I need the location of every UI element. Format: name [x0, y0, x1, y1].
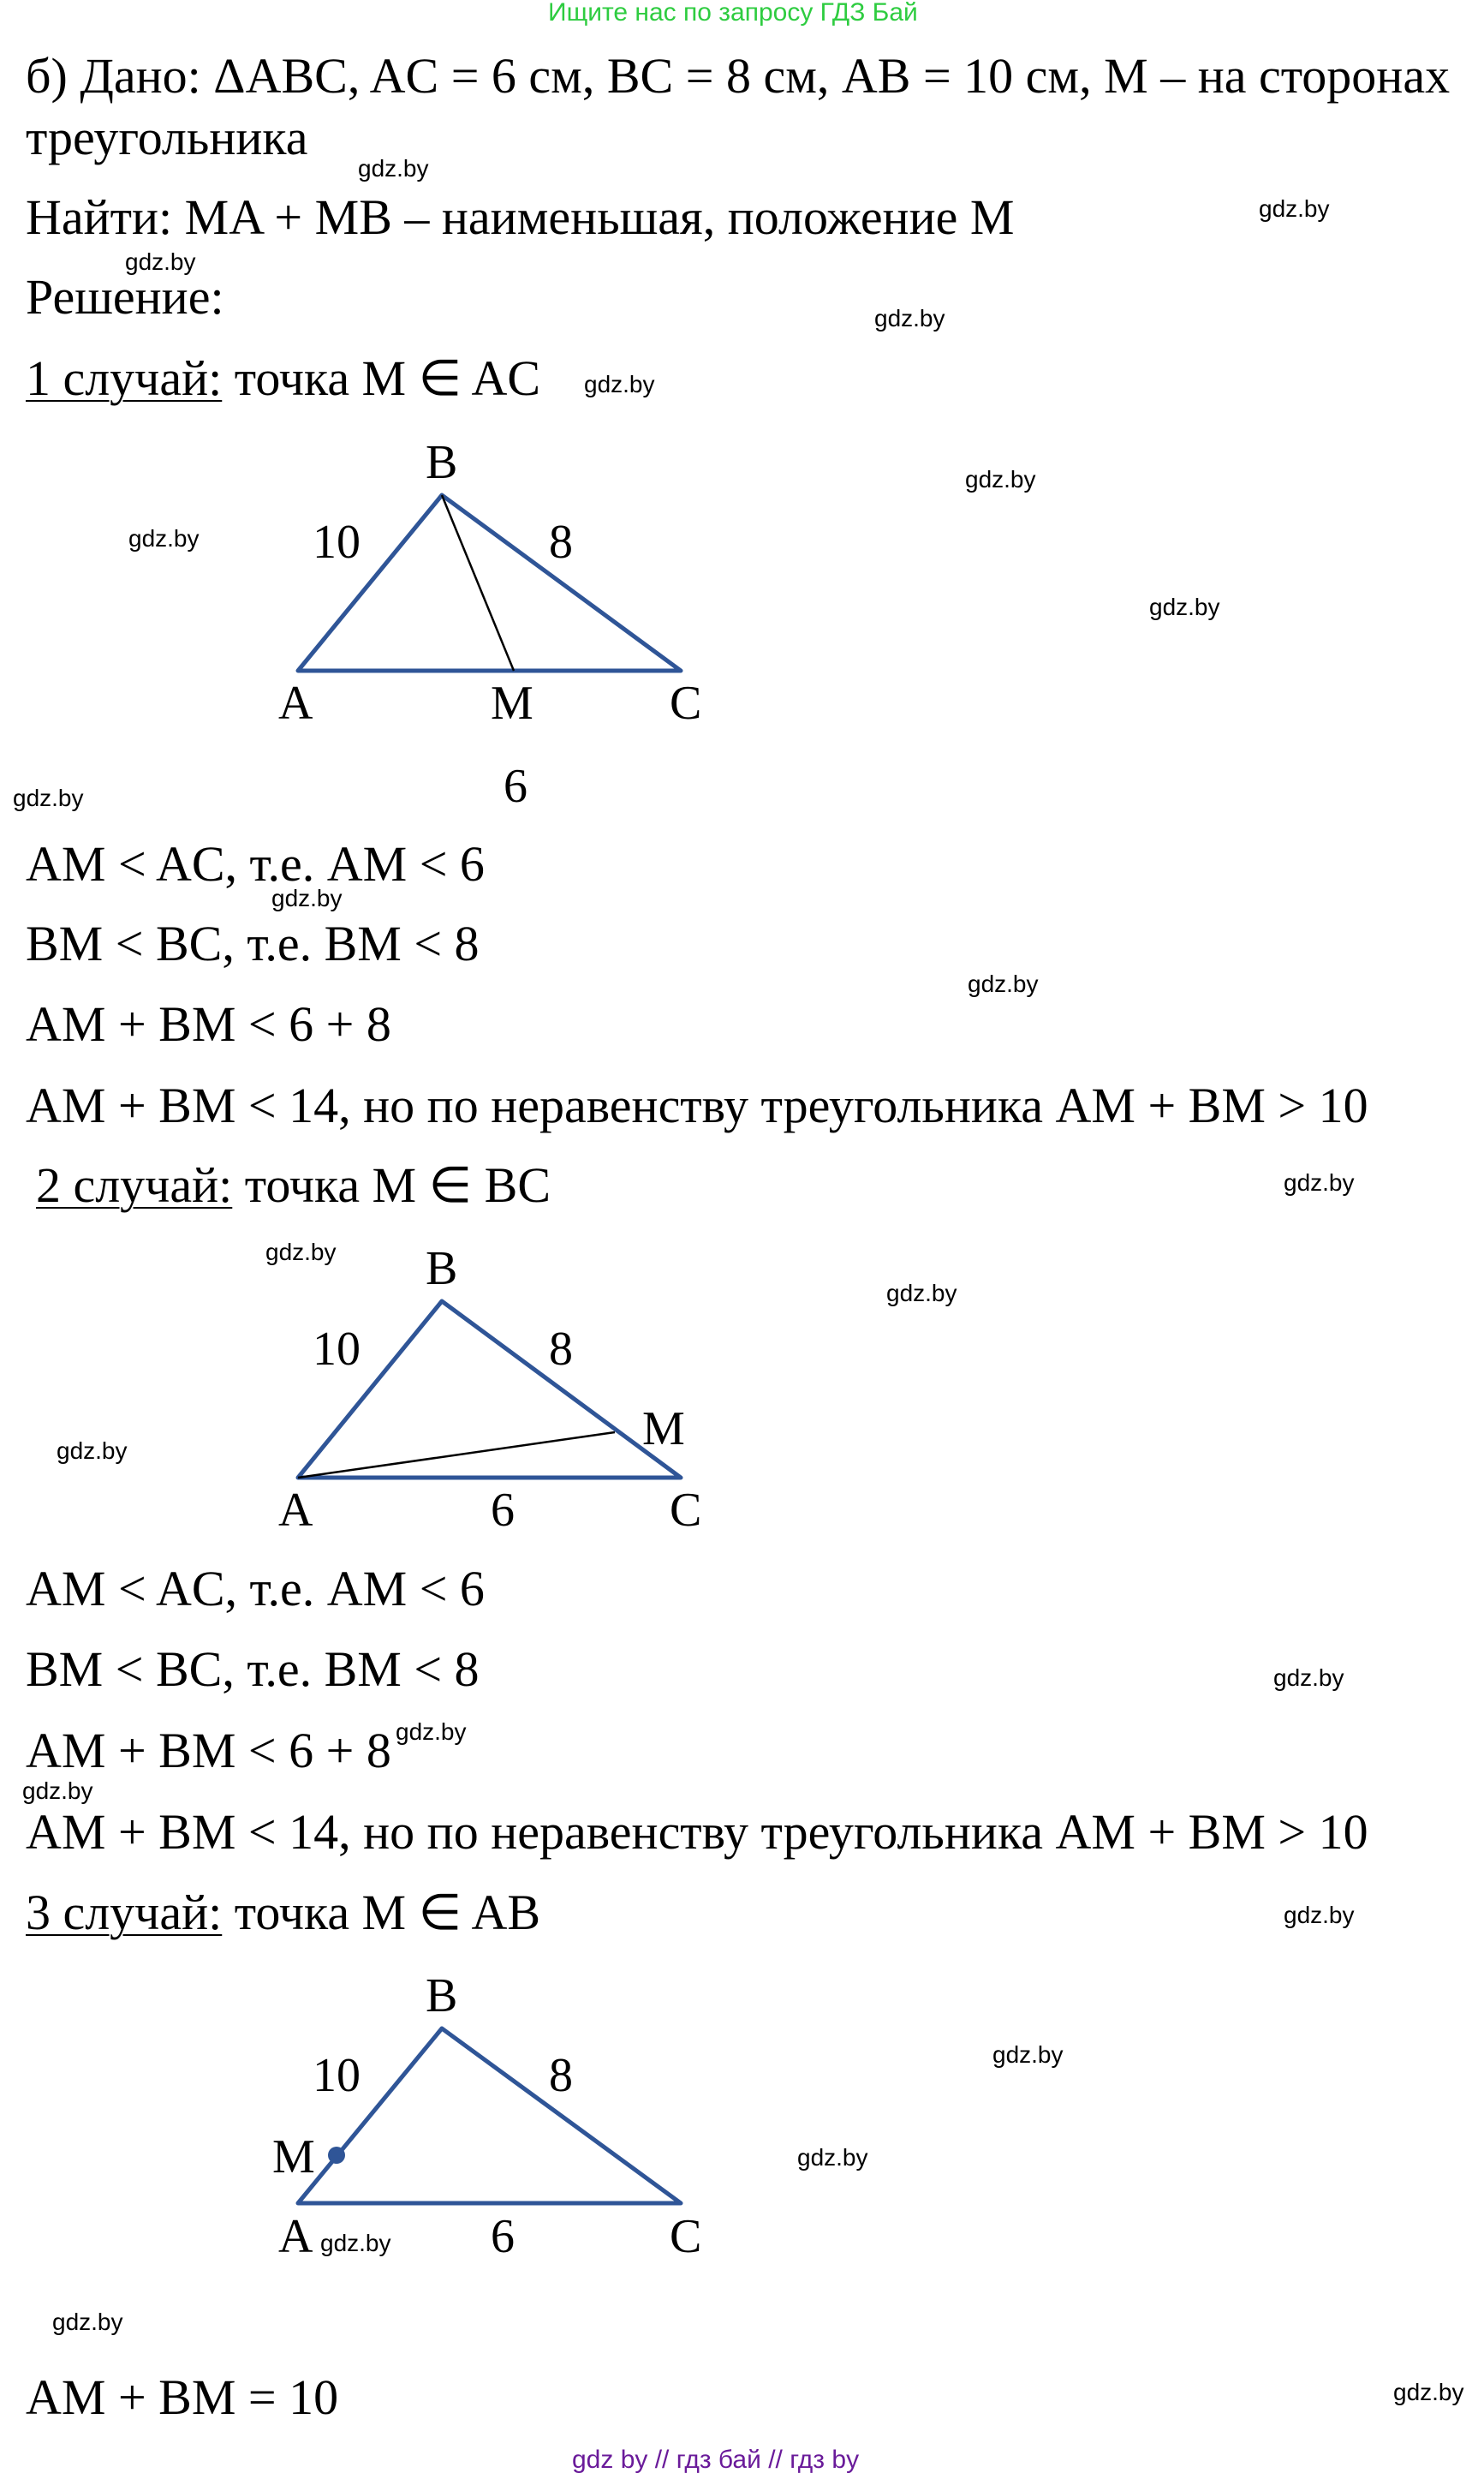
label-b-1: B — [426, 436, 458, 489]
label-m-1: M — [491, 677, 533, 730]
given-line-2: треугольника — [26, 110, 308, 165]
label-b-2: B — [426, 1242, 458, 1295]
label-c-3: C — [670, 2210, 702, 2263]
watermark: gdz.by — [992, 2041, 1064, 2068]
watermark: gdz.by — [320, 2230, 391, 2256]
case1-heading-rest: точка M ∈ AC — [222, 350, 541, 406]
watermark: gdz.by — [965, 466, 1036, 493]
watermark: gdz.by — [125, 248, 196, 275]
case3-heading-rest: точка M ∈ AB — [222, 1885, 541, 1940]
label-b-3: B — [426, 1969, 458, 2022]
watermark: gdz.by — [128, 525, 200, 552]
label-m-3: M — [272, 2130, 315, 2183]
watermark: gdz.by — [396, 1718, 467, 1745]
case3-heading-underlined: 3 случай: — [26, 1885, 223, 1940]
case3-result: AM + BM = 10 — [26, 2369, 339, 2425]
label-ab-1: 10 — [313, 516, 361, 569]
watermark: gdz.by — [1284, 1902, 1355, 1928]
watermark: gdz.by — [584, 371, 655, 397]
bottom-banner[interactable]: gdz by // гдз бай // гдз by — [572, 2446, 860, 2474]
label-ab-2: 10 — [313, 1323, 361, 1376]
label-c-2: C — [670, 1484, 702, 1537]
label-c-1: C — [670, 677, 702, 730]
label-a-2: A — [278, 1484, 313, 1537]
case3-heading — [26, 1885, 541, 1940]
label-ac-1: 6 — [504, 760, 527, 813]
label-bc-2: 8 — [549, 1323, 573, 1376]
watermark: gdz.by — [886, 1280, 957, 1306]
watermark: gdz.by — [57, 1437, 128, 1464]
label-m-2: M — [642, 1402, 685, 1455]
label-ab-3: 10 — [313, 2049, 361, 2102]
label-bc-3: 8 — [549, 2049, 573, 2102]
label-ac-2: 6 — [491, 1484, 515, 1537]
solution-label: Решение: — [26, 269, 224, 325]
watermark: gdz.by — [1393, 2379, 1464, 2405]
watermark: gdz.by — [22, 1777, 93, 1804]
case2-line-3: AM + BM < 6 + 8 — [26, 1723, 391, 1778]
watermark: gdz.by — [1284, 1169, 1355, 1196]
case2-heading — [36, 1157, 551, 1213]
case1-line-1: AM < AC, т.е. AM < 6 — [26, 836, 485, 892]
find-line: Найти: MA + MB – наименьшая, положение M — [26, 189, 1015, 245]
watermark: gdz.by — [968, 971, 1039, 997]
label-bc-1: 8 — [549, 516, 573, 569]
case2-line-1: AM < AC, т.е. AM < 6 — [26, 1561, 485, 1616]
point-m-3 — [328, 2147, 345, 2164]
case2-line-4: AM + BM < 14, но по неравенству треугольника AM + BM > 10 — [26, 1804, 1368, 1860]
watermark: gdz.by — [1259, 195, 1330, 222]
watermark: gdz.by — [1149, 594, 1220, 620]
case2-heading-rest: точка M ∈ BC — [232, 1157, 551, 1213]
top-banner[interactable]: Ищите нас по запросу ГДЗ Бай — [548, 0, 918, 27]
case2-heading-underlined: 2 случай: — [36, 1157, 233, 1213]
case1-line-4: AM + BM < 14, но по неравенству треугольника AM + BM > 10 — [26, 1078, 1368, 1133]
label-a-1: A — [278, 677, 313, 730]
watermark: gdz.by — [1273, 1664, 1344, 1691]
label-a-3: A — [278, 2210, 313, 2263]
watermark: gdz.by — [358, 155, 429, 182]
case1-heading-underlined: 1 случай: — [26, 350, 223, 406]
case1-line-3: AM + BM < 6 + 8 — [26, 996, 391, 1052]
segment-am-2 — [298, 1432, 615, 1478]
watermark: gdz.by — [52, 2309, 123, 2335]
label-ac-3: 6 — [491, 2210, 515, 2263]
case2-line-2: BM < BC, т.е. BM < 8 — [26, 1641, 480, 1697]
given-line-1: б) Дано: ΔABC, AC = 6 см, BC = 8 см, AB = 10 см, M – на сторонах — [26, 48, 1451, 104]
watermark: gdz.by — [797, 2144, 868, 2171]
watermark: gdz.by — [271, 885, 343, 911]
case1-line-2: BM < BC, т.е. BM < 8 — [26, 916, 480, 971]
watermark: gdz.by — [13, 785, 84, 811]
watermark: gdz.by — [874, 305, 945, 332]
watermark: gdz.by — [265, 1239, 337, 1265]
